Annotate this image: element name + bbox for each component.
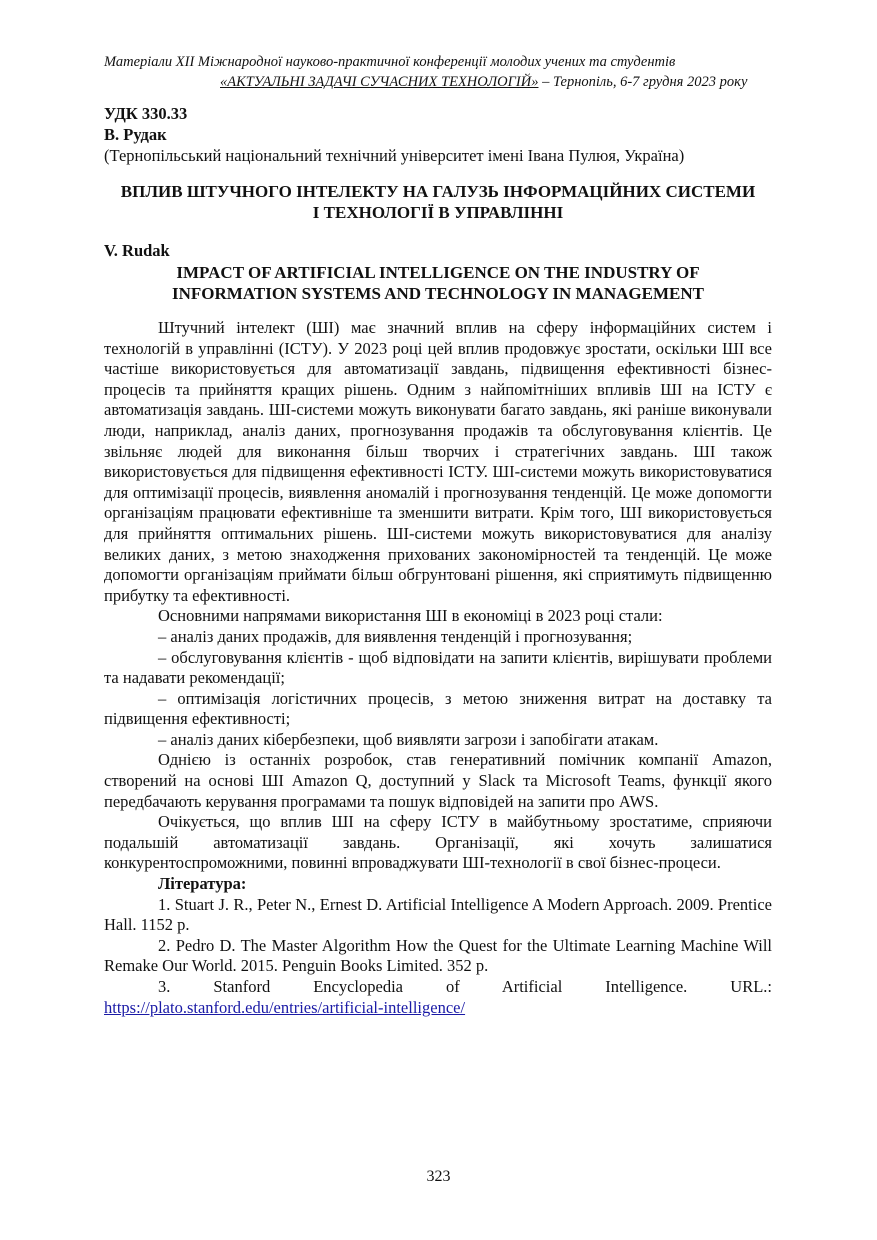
reference-1: 1. Stuart J. R., Peter N., Ernest D. Artificial Intelligence A Modern Approach. 2009. Prentice Hall. 1152 p. — [104, 894, 772, 935]
paragraph-2: Основними напрямами використання ШІ в економіці в 2023 році стали: — [158, 606, 663, 626]
affiliation: (Тернопільський національний технічний університет імені Івана Пулюя, Україна) — [104, 146, 685, 165]
title-en-line1: IMPACT OF ARTIFICIAL INTELLIGENCE ON THE INDUSTRY OF — [176, 263, 700, 282]
list-item: – оптимізація логістичних процесів, з метою зниження витрат на доставку та підвищення ефективності; — [104, 688, 772, 729]
page-number: 323 — [426, 1168, 451, 1185]
reference-3 — [104, 977, 772, 1018]
conference-place-date: – Тернопіль, 6-7 грудня 2023 року — [538, 74, 748, 90]
title-ua-line1: ВПЛИВ ШТУЧНОГО ІНТЕЛЕКТУ НА ГАЛУЗЬ ІНФОРМАЦІЙНИХ СИСТЕМИ — [120, 182, 756, 201]
title-ua-line2: І ТЕХНОЛОГІЇ В УПРАВЛІННІ — [312, 203, 564, 222]
paragraph-4: Очікується, що вплив ШІ на сферу ІСТУ в майбутньому зростатиме, сприяючи подальшій автоматизації завдань. Організації, які хочуть залишатися конкурентоспроможними, повинні впроваджувати ШІ-технології в свої бізнес-процеси. — [104, 812, 772, 873]
paragraph-1: Штучний інтелект (ШІ) має значний вплив на сферу інформаційних систем і технологій в управлінні (ІСТУ). У 2023 році цей вплив продовжує зростати, оскільки ШІ все частіше використовується для автоматизації завдань, підвищення ефективності бізнес-процесів та прийняття кращих рішень. Одним з найпомітніших впливів ШІ на ІСТУ є автоматизація завдань. ШІ-системи можуть виконувати багато завдань, які раніше виконували люди, наприклад, аналіз даних, прогнозування продажів та обслуговування клієнтів. Це звільняє людей для виконання більш творчих і стратегічних завдань. ШІ також використовується для підвищення ефективності ІСТУ. ШІ-системи можуть використовуватися для оптимізації процесів, виявлення аномалій і прогнозування тенденцій. Це може допомогти організаціям працювати ефективніше та зменшити витрати. Крім того, ШІ використовується для прийняття оптимальних рішень. ШІ-системи можуть використовуватися для аналізу великих даних, з метою знаходження прихованих закономірностей та тенденцій. Це може допомогти організаціям приймати більш обгрунтовані рішення, які сприятимуть підвищенню прибутку та ефективності. — [104, 318, 772, 605]
list-item: – аналіз даних продажів, для виявлення тенденцій і прогнозування; — [158, 626, 633, 646]
conference-title: «АКТУАЛЬНІ ЗАДАЧІ СУЧАСНИХ ТЕХНОЛОГІЙ» — [220, 74, 539, 90]
references-heading: Література: — [158, 874, 247, 894]
udk-code: УДК 330.33 — [104, 104, 188, 123]
paragraph-3: Однією із останніх розробок, став генеративний помічник компанії Amazon, створений на основі ШІ Amazon Q, доступний у Slack та Microsoft Teams, функції якого передбачають керування програмами та пошук відповідей на запити про AWS. — [104, 750, 772, 811]
title-en-line2: INFORMATION SYSTEMS AND TECHNOLOGY IN MANAGEMENT — [172, 284, 704, 303]
list-item: – обслуговування клієнтів - щоб відповідати на запити клієнтів, вирішувати проблеми та надавати рекомендації; — [104, 647, 772, 688]
article-body — [104, 318, 772, 1018]
running-header-line2 — [220, 72, 780, 92]
author-ua: В. Рудак — [104, 125, 167, 144]
title-ua — [104, 181, 772, 223]
author-en: V. Rudak — [104, 241, 170, 260]
running-header-line1: Матеріали XII Міжнародної науково-практичної конференції молодих учених та студентів — [104, 54, 676, 70]
reference-3-text: 3. Stanford Encyclopedia of Artificial Intelligence. URL.: — [158, 977, 772, 996]
title-en — [104, 262, 772, 304]
reference-3-link[interactable]: https://plato.stanford.edu/entries/artificial-intelligence/ — [104, 997, 466, 1017]
list-item: – аналіз даних кібербезпеки, щоб виявляти загрози і запобігати атакам. — [158, 729, 659, 749]
reference-2: 2. Pedro D. The Master Algorithm How the Quest for the Ultimate Learning Machine Will Remake Our World. 2015. Penguin Books Limited. 352 p. — [104, 935, 772, 976]
